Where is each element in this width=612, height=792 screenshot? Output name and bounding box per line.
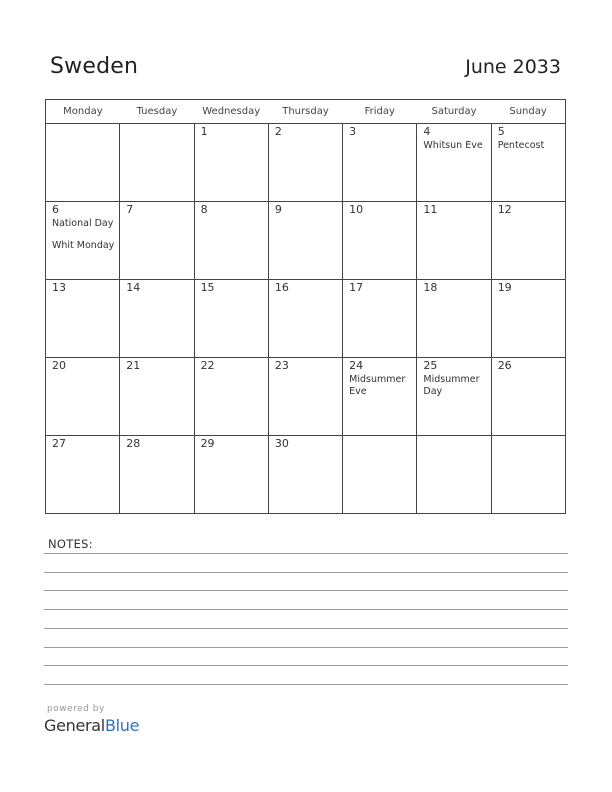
day-number: 29 [200,437,215,450]
week-row [46,436,566,514]
day-number: 23 [274,359,289,372]
day-number: 15 [200,281,215,294]
day-number: 2 [274,125,282,138]
day-cell [491,202,565,280]
day-cell [343,280,417,358]
day-cell [343,358,417,436]
day-cell [268,280,342,358]
note-line [44,590,568,591]
day-cell [343,202,417,280]
week-row [46,280,566,358]
day-number: 5 [497,125,505,138]
day-number: 12 [497,203,512,216]
day-number: 27 [52,437,66,450]
note-line [44,609,568,610]
day-cell [343,124,417,202]
day-number: 20 [52,359,66,372]
day-number: 22 [200,359,215,372]
holiday-label: Pentecost [497,140,545,151]
month-year-title: June 2033 [465,56,561,78]
day-number: 11 [423,203,438,216]
day-cell [268,202,342,280]
brand-blue: Blue [104,716,140,735]
day-events [423,374,488,398]
day-number: 4 [423,125,431,138]
day-cell [491,436,565,514]
holiday-label: Whit Monday [52,240,115,251]
day-number: 3 [349,125,357,138]
day-number: 18 [423,281,438,294]
note-line [44,684,568,685]
day-number: 25 [423,359,438,372]
weekday-header: Friday [343,100,417,124]
day-cell [46,202,120,280]
generalblue-logo [44,716,139,735]
day-number: 7 [126,203,134,216]
brand-general: General [44,716,105,735]
day-cell [120,280,194,358]
weekday-header: Saturday [417,100,491,124]
day-cell [194,124,268,202]
day-number: 26 [497,359,512,372]
day-cell [417,358,491,436]
day-cell [417,436,491,514]
day-cell [194,436,268,514]
note-line [44,553,568,554]
day-number: 21 [126,359,141,372]
day-number: 8 [200,203,208,216]
day-cell [491,124,565,202]
day-events [423,140,488,152]
day-cell [46,280,120,358]
day-events [498,140,563,152]
weekday-header: Wednesday [194,100,268,124]
holiday-label: Midsummer Day [423,374,480,397]
day-number: 28 [126,437,141,450]
day-cell [46,358,120,436]
day-number: 6 [52,203,59,216]
day-cell [46,124,120,202]
day-number: 19 [497,281,512,294]
day-number: 9 [274,203,282,216]
day-cell [46,436,120,514]
week-row [46,358,566,436]
day-cell [343,436,417,514]
day-cell [417,124,491,202]
weekday-header-row [46,100,566,124]
day-number: 1 [200,125,208,138]
day-cell [268,358,342,436]
powered-by-text: powered by [47,704,105,714]
holiday-label: Midsummer Eve [349,374,406,397]
note-line [44,647,568,648]
weekday-header: Monday [46,100,120,124]
day-cell [120,358,194,436]
day-number: 14 [126,281,141,294]
day-cell [268,436,342,514]
notes-label: NOTES: [48,537,93,551]
note-line [44,572,568,573]
holiday-label: National Day [52,218,114,229]
note-line [44,665,568,666]
weekday-header: Thursday [268,100,342,124]
day-cell [268,124,342,202]
week-row [46,124,566,202]
day-cell [194,358,268,436]
day-cell [491,280,565,358]
day-cell [120,436,194,514]
day-events [52,218,117,252]
day-events [349,374,414,398]
day-number: 17 [349,281,364,294]
day-cell [120,202,194,280]
day-cell [491,358,565,436]
weekday-header: Sunday [491,100,565,124]
day-number: 24 [349,359,364,372]
note-line [44,628,568,629]
holiday-label: Whitsun Eve [423,140,483,151]
day-cell [120,124,194,202]
day-number: 16 [274,281,289,294]
calendar-grid [45,99,566,514]
day-cell [194,202,268,280]
calendar-body [46,124,566,514]
day-number: 30 [274,437,289,450]
week-row [46,202,566,280]
day-cell [417,202,491,280]
country-title: Sweden [50,54,139,79]
day-cell [417,280,491,358]
day-number: 13 [52,281,66,294]
weekday-header: Tuesday [120,100,194,124]
day-number: 10 [349,203,364,216]
day-cell [194,280,268,358]
